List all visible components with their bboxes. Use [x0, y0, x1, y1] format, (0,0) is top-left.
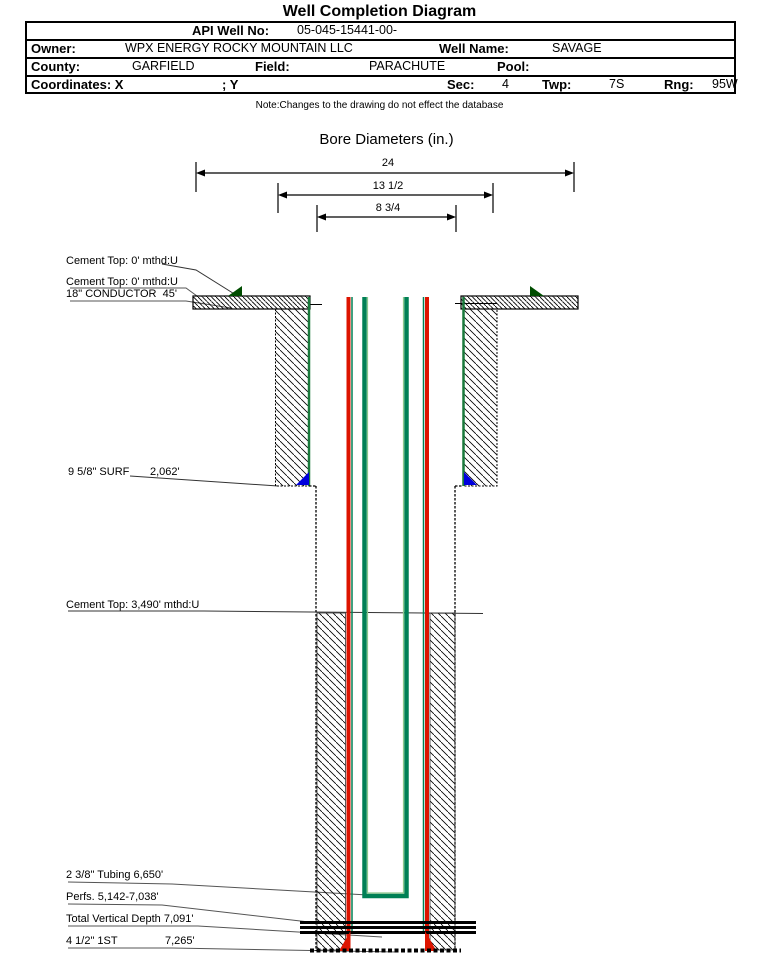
dim-label-13-1-2: 13 1/2	[372, 180, 404, 192]
production-casing-lines	[349, 297, 428, 940]
twp-value: 7S	[609, 77, 625, 91]
conductor-flange	[193, 296, 578, 309]
label-tvd: Total Vertical Depth 7,091'	[66, 913, 194, 925]
dimension-arrow-24	[196, 162, 574, 192]
dimension-arrow-8-3-4	[317, 205, 456, 232]
label-surface-casing: 9 5/8" SURF	[68, 466, 130, 478]
coordinates-y-label: ; Y	[222, 77, 239, 92]
label-production-casing: 4 1/2" 1ST	[66, 935, 118, 947]
dim-label-24: 24	[381, 157, 395, 169]
label-perforations: Perfs. 5,142-7,038'	[66, 891, 159, 903]
sec-label: Sec:	[447, 77, 475, 92]
api-label: API Well No:	[192, 23, 270, 38]
field-value: PARACHUTE	[369, 59, 446, 73]
label-tubing: 2 3/8" Tubing 6,650'	[66, 869, 164, 881]
surface-shoe-icon	[296, 472, 477, 485]
field-label: Field:	[255, 59, 290, 74]
surface-casing-lines	[309, 297, 464, 486]
tubing-string	[365, 297, 407, 896]
label-conductor: 18" CONDUCTOR 45'	[66, 288, 177, 300]
sec-value: 4	[502, 77, 509, 91]
twp-label: Twp:	[542, 77, 572, 92]
owner-label: Owner:	[31, 41, 76, 56]
well-name-value: SAVAGE	[552, 41, 602, 55]
county-value: GARFIELD	[132, 59, 195, 73]
hanger-triangle-icon	[228, 286, 544, 296]
coordinates-label: Coordinates: X	[31, 77, 124, 92]
label-cement-top-0-a: Cement Top: 0' mthd:U	[66, 255, 178, 267]
label-surface-casing-depth: 2,062'	[150, 466, 180, 478]
database-note: Note:Changes to the drawing do not effect the database	[255, 100, 504, 111]
rng-value: 95W	[712, 77, 738, 91]
label-production-casing-depth: 7,265'	[165, 935, 195, 947]
dimension-arrow-13-1-2	[278, 183, 493, 213]
well-name-label: Well Name:	[439, 41, 509, 56]
production-cement-columns	[317, 613, 455, 950]
label-cement-top-0-b: Cement Top: 0' mthd:U	[66, 276, 178, 288]
county-label: County:	[31, 59, 81, 74]
bore-diameters-title: Bore Diameters (in.)	[319, 131, 454, 148]
perforation-lines	[300, 923, 476, 933]
api-value: 05-045-15441-00-	[297, 23, 398, 37]
pool-label: Pool:	[497, 59, 530, 74]
label-cement-top-3490: Cement Top: 3,490' mthd:U	[66, 599, 200, 611]
rng-label: Rng:	[664, 77, 694, 92]
page-title: Well Completion Diagram	[282, 3, 477, 20]
owner-value: WPX ENERGY ROCKY MOUNTAIN LLC	[125, 41, 353, 55]
dim-label-8-3-4: 8 3/4	[375, 202, 401, 214]
